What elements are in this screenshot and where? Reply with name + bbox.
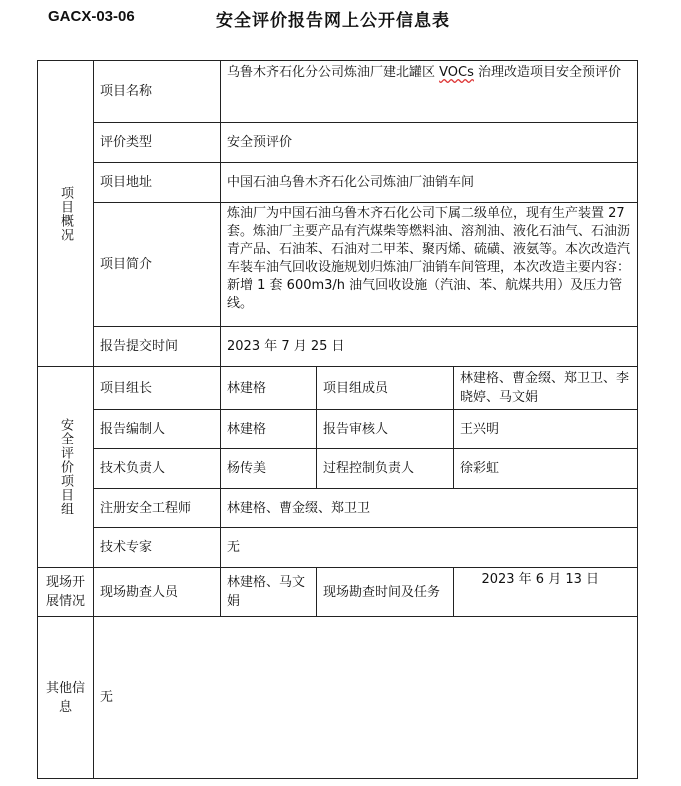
value-safety-engineer: 林建格、曹金缀、郑卫卫 <box>221 489 638 528</box>
section-overview: 项目概况 <box>38 61 94 367</box>
label-team-members: 项目组成员 <box>317 367 454 410</box>
value-tech-lead: 杨传美 <box>221 449 317 489</box>
label-team-leader: 项目组长 <box>94 367 221 410</box>
form-code: GACX-03-06 <box>48 8 135 25</box>
value-project-name: 乌鲁木齐石化分公司炼油厂建北罐区 VOCs 治理改造项目安全预评价 <box>221 61 638 123</box>
label-tech-expert: 技术专家 <box>94 528 221 568</box>
label-safety-engineer: 注册安全工程师 <box>94 489 221 528</box>
value-tech-expert: 无 <box>221 528 638 568</box>
value-site-surveyor: 林建格、马文娟 <box>221 568 317 617</box>
value-team-members: 林建格、曹金缀、郑卫卫、李晓婷、马文娟 <box>454 367 638 410</box>
value-project-address: 中国石油乌鲁木齐石化公司炼油厂油销车间 <box>221 163 638 203</box>
label-report-reviewer: 报告审核人 <box>317 410 454 449</box>
page-title: 安全评价报告网上公开信息表 <box>216 11 450 31</box>
value-evaluation-type: 安全预评价 <box>221 123 638 163</box>
label-project-address: 项目地址 <box>94 163 221 203</box>
label-site-time: 现场勘查时间及任务 <box>317 568 454 617</box>
section-site: 现场开展情况 <box>38 568 94 617</box>
label-submit-time: 报告提交时间 <box>94 327 221 367</box>
info-table <box>37 60 638 779</box>
value-team-leader: 林建格 <box>221 367 317 410</box>
section-team: 安全评价项目组 <box>38 367 94 568</box>
value-report-author: 林建格 <box>221 410 317 449</box>
value-site-time: 2023 年 6 月 13 日 <box>454 568 638 617</box>
value-project-intro: 炼油厂为中国石油乌鲁木齐石化公司下属二级单位，现有生产装置 27 套。炼油厂主要产品有汽煤柴等燃料油、溶剂油、液化石油气、石油沥青产品、石油苯、石油对二甲苯、聚丙烯、硫磺、液氨等。本次改造汽车装车油气回收设施规划归炼油厂油销车间管理，本次改造主要内容：新增 1 套 600m3/h 油气回收设施（汽油、苯、航煤共用）及压力管线。 <box>221 203 638 327</box>
label-project-name: 项目名称 <box>94 61 221 123</box>
label-evaluation-type: 评价类型 <box>94 123 221 163</box>
value-submit-time: 2023 年 7 月 25 日 <box>221 327 638 367</box>
label-process-control: 过程控制负责人 <box>317 449 454 489</box>
label-project-intro: 项目简介 <box>94 203 221 327</box>
label-tech-lead: 技术负责人 <box>94 449 221 489</box>
section-other: 其他信息 <box>38 617 94 779</box>
value-report-reviewer: 王兴明 <box>454 410 638 449</box>
label-report-author: 报告编制人 <box>94 410 221 449</box>
value-process-control: 徐彩虹 <box>454 449 638 489</box>
value-other: 无 <box>94 617 638 779</box>
label-site-surveyor: 现场勘查人员 <box>94 568 221 617</box>
